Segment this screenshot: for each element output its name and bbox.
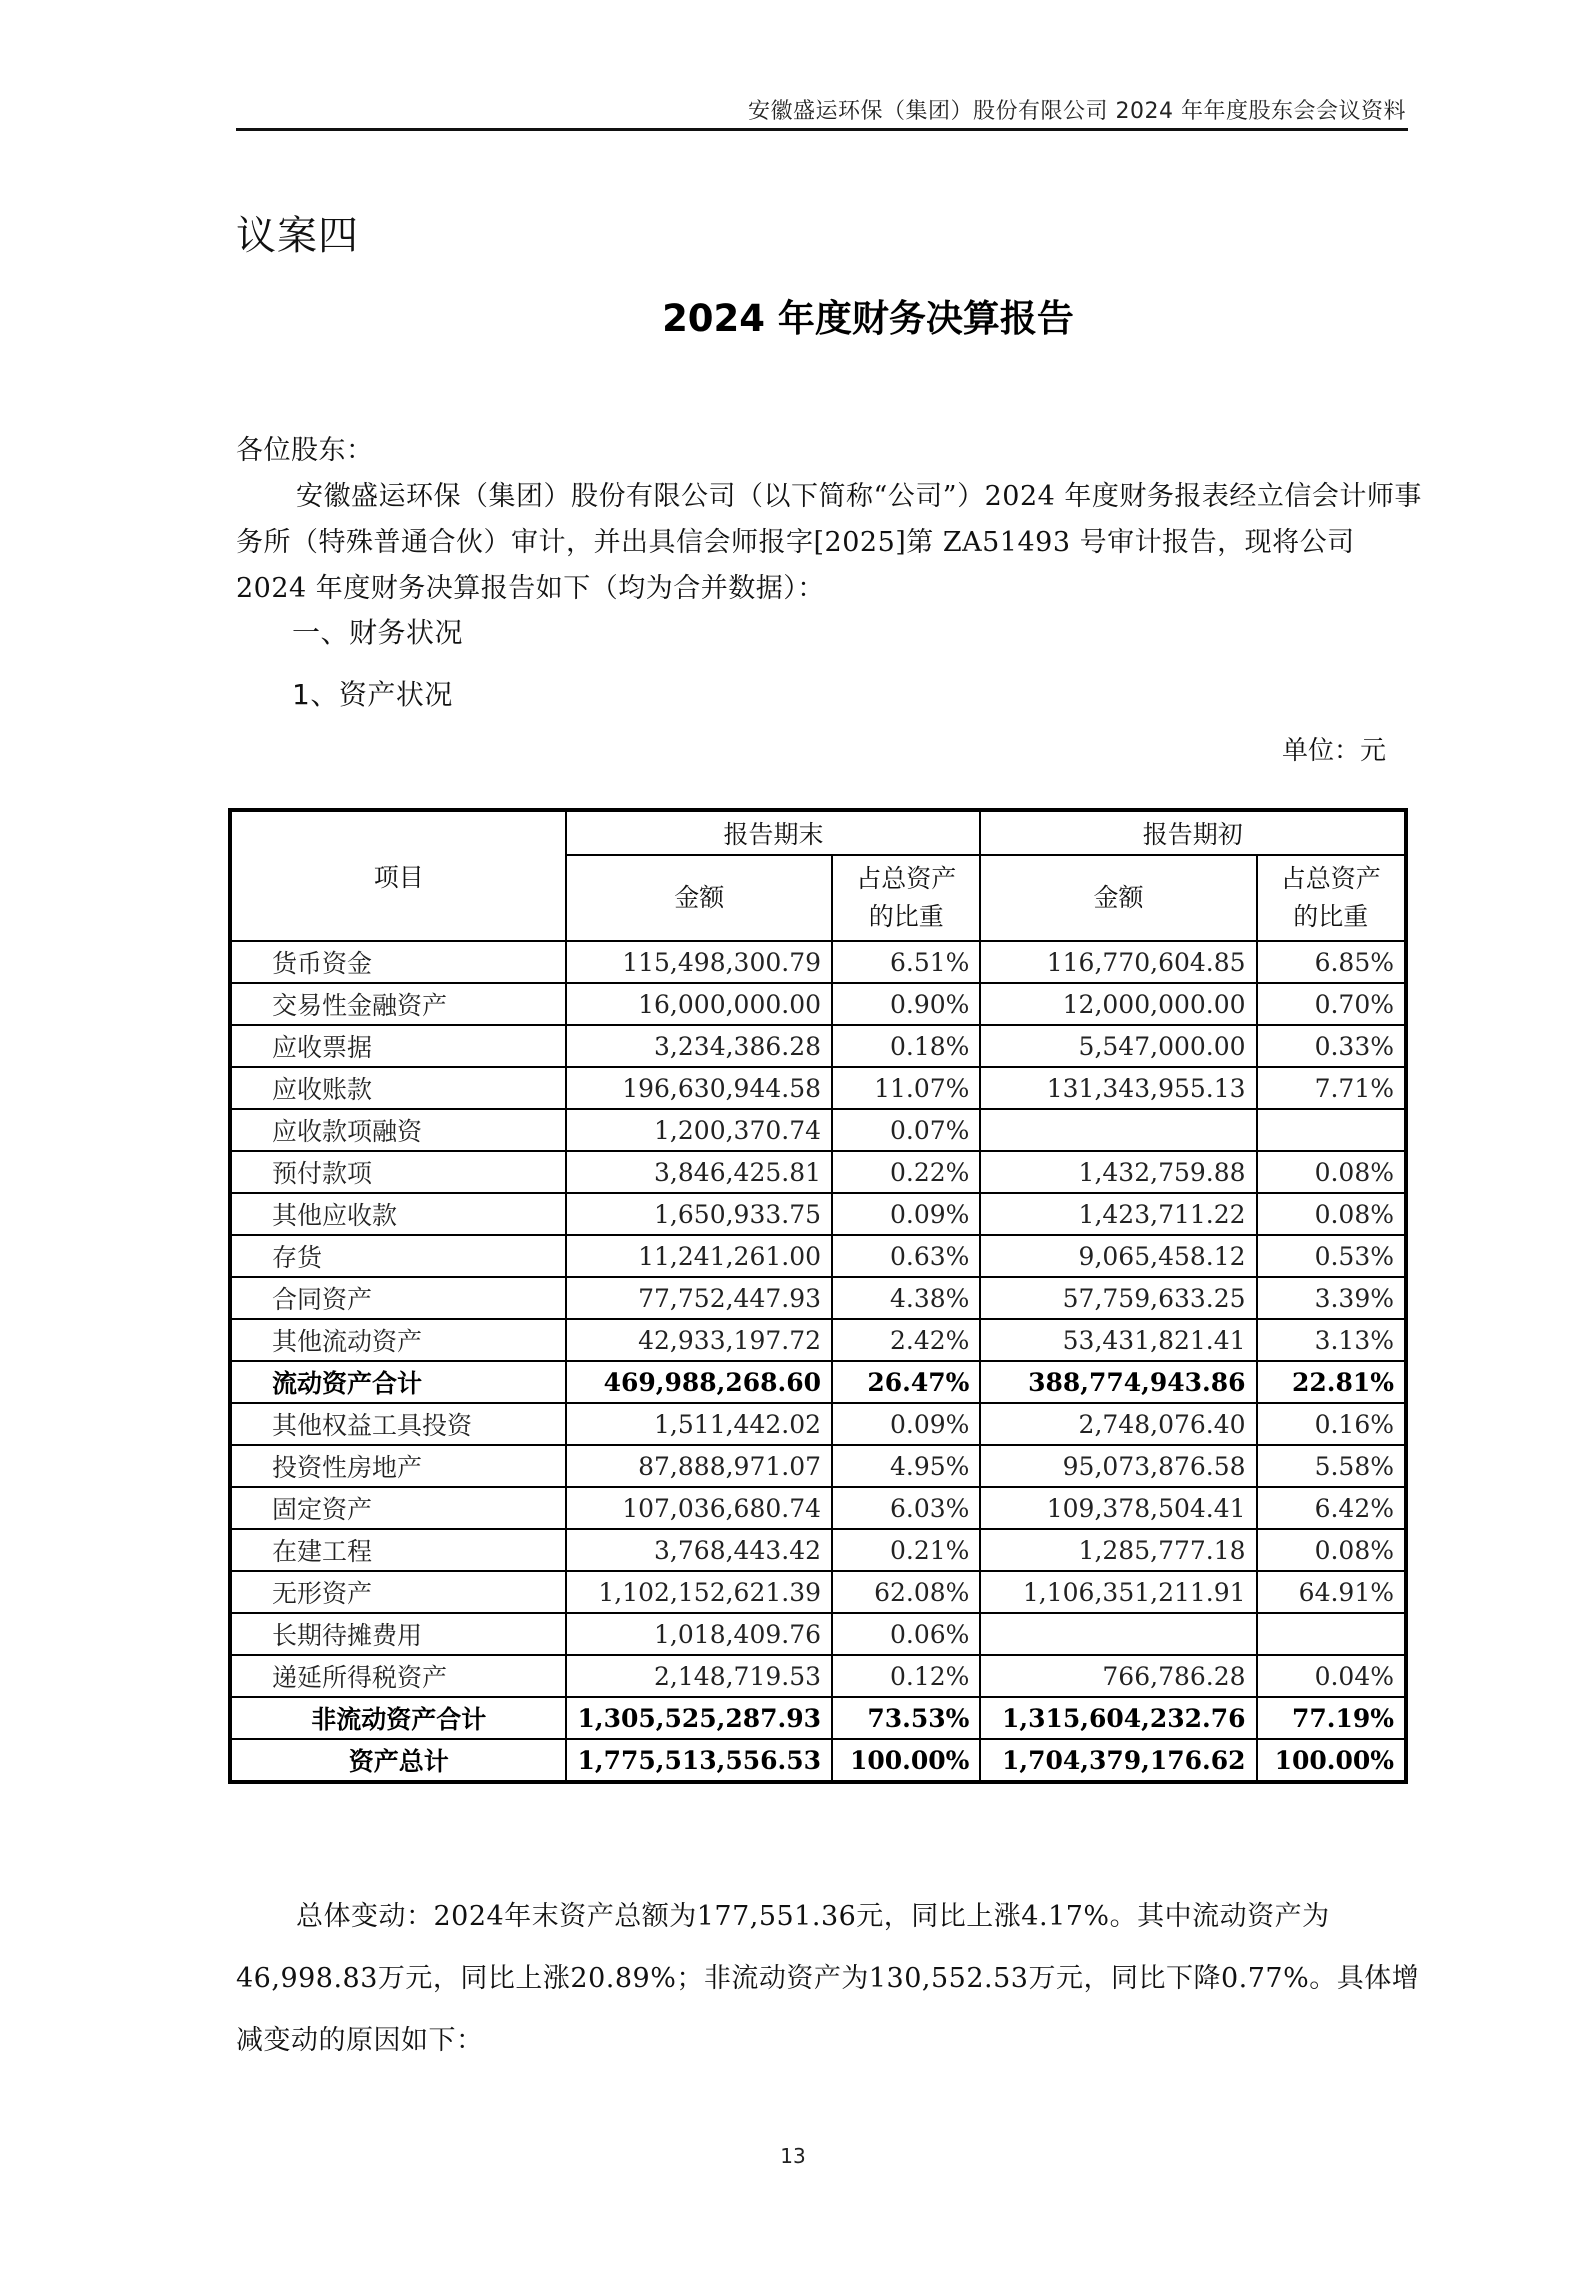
table-row <box>230 1445 1406 1487</box>
table-row <box>230 1571 1406 1613</box>
header-end-ratio-line2: 的比重 <box>868 902 944 931</box>
cell-end-ratio: 4.38% <box>832 1277 980 1319</box>
cell-end-amount: 1,511,442.02 <box>566 1403 832 1445</box>
cell-end-amount: 1,305,525,287.93 <box>566 1697 832 1739</box>
cell-end-ratio: 0.07% <box>832 1109 980 1151</box>
cell-end-amount: 3,234,386.28 <box>566 1025 832 1067</box>
header-begin-ratio-line2: 的比重 <box>1293 902 1369 931</box>
cell-end-amount: 77,752,447.93 <box>566 1277 832 1319</box>
cell-item-name: 非流动资产合计 <box>230 1697 566 1739</box>
cell-end-ratio: 0.18% <box>832 1025 980 1067</box>
table-row <box>230 1151 1406 1193</box>
cell-begin-ratio: 0.16% <box>1257 1403 1406 1445</box>
cell-item-name: 投资性房地产 <box>230 1445 566 1487</box>
header-end-ratio-line1: 占总资产 <box>856 864 957 893</box>
cell-begin-ratio: 0.08% <box>1257 1529 1406 1571</box>
header-begin-ratio <box>1257 855 1406 941</box>
cell-begin-ratio: 5.58% <box>1257 1445 1406 1487</box>
cell-begin-amount: 95,073,876.58 <box>980 1445 1256 1487</box>
cell-end-amount: 16,000,000.00 <box>566 983 832 1025</box>
cell-end-ratio: 0.06% <box>832 1613 980 1655</box>
cell-begin-ratio: 0.08% <box>1257 1151 1406 1193</box>
table-subtotal-row <box>230 1697 1406 1739</box>
header-begin-amount: 金额 <box>980 855 1256 941</box>
cell-item-name: 长期待摊费用 <box>230 1613 566 1655</box>
cell-begin-ratio: 0.04% <box>1257 1655 1406 1697</box>
cell-end-amount: 3,846,425.81 <box>566 1151 832 1193</box>
cell-begin-amount: 1,423,711.22 <box>980 1193 1256 1235</box>
cell-begin-ratio: 77.19% <box>1257 1697 1406 1739</box>
asset-table-body <box>230 941 1406 1782</box>
cell-end-ratio: 0.09% <box>832 1403 980 1445</box>
cell-item-name: 其他应收款 <box>230 1193 566 1235</box>
cell-begin-ratio: 64.91% <box>1257 1571 1406 1613</box>
cell-begin-amount: 388,774,943.86 <box>980 1361 1256 1403</box>
header-rule <box>236 128 1408 131</box>
cell-begin-amount: 5,547,000.00 <box>980 1025 1256 1067</box>
table-row <box>230 1235 1406 1277</box>
motion-label: 议案四 <box>236 213 359 259</box>
cell-end-amount: 1,775,513,556.53 <box>566 1739 832 1782</box>
cell-item-name: 固定资产 <box>230 1487 566 1529</box>
cell-item-name: 递延所得税资产 <box>230 1655 566 1697</box>
table-row <box>230 1655 1406 1697</box>
cell-item-name: 存货 <box>230 1235 566 1277</box>
cell-begin-ratio: 100.00% <box>1257 1739 1406 1782</box>
cell-end-ratio: 6.51% <box>832 941 980 983</box>
cell-begin-amount: 1,432,759.88 <box>980 1151 1256 1193</box>
table-row <box>230 1319 1406 1361</box>
cell-begin-amount: 57,759,633.25 <box>980 1277 1256 1319</box>
cell-end-amount: 469,988,268.60 <box>566 1361 832 1403</box>
cell-end-amount: 42,933,197.72 <box>566 1319 832 1361</box>
cell-end-amount: 1,102,152,621.39 <box>566 1571 832 1613</box>
cell-end-amount: 1,018,409.76 <box>566 1613 832 1655</box>
cell-begin-ratio: 0.70% <box>1257 983 1406 1025</box>
cell-item-name: 流动资产合计 <box>230 1361 566 1403</box>
unit-label: 单位：元 <box>1281 736 1386 766</box>
cell-begin-ratio: 7.71% <box>1257 1067 1406 1109</box>
header-period-end: 报告期末 <box>566 810 980 855</box>
table-row <box>230 983 1406 1025</box>
cell-begin-ratio <box>1257 1109 1406 1151</box>
table-row <box>230 1277 1406 1319</box>
page-number: 13 <box>780 2144 806 2168</box>
running-header: 安徽盛运环保（集团）股份有限公司 2024 年年度股东会会议资料 <box>748 99 1406 124</box>
table-subtotal-row <box>230 1361 1406 1403</box>
cell-end-amount: 87,888,971.07 <box>566 1445 832 1487</box>
cell-end-ratio: 0.90% <box>832 983 980 1025</box>
table-row <box>230 1109 1406 1151</box>
cell-end-ratio: 0.12% <box>832 1655 980 1697</box>
cell-begin-amount: 2,748,076.40 <box>980 1403 1256 1445</box>
cell-end-ratio: 73.53% <box>832 1697 980 1739</box>
table-row <box>230 941 1406 983</box>
table-row <box>230 1025 1406 1067</box>
cell-end-amount: 2,148,719.53 <box>566 1655 832 1697</box>
cell-end-amount: 196,630,944.58 <box>566 1067 832 1109</box>
cell-begin-ratio: 3.13% <box>1257 1319 1406 1361</box>
cell-end-ratio: 0.09% <box>832 1193 980 1235</box>
cell-begin-ratio: 6.42% <box>1257 1487 1406 1529</box>
cell-begin-ratio: 0.33% <box>1257 1025 1406 1067</box>
table-row <box>230 1067 1406 1109</box>
header-period-begin: 报告期初 <box>980 810 1406 855</box>
cell-item-name: 预付款项 <box>230 1151 566 1193</box>
cell-begin-amount: 12,000,000.00 <box>980 983 1256 1025</box>
header-end-amount: 金额 <box>566 855 832 941</box>
cell-end-amount: 1,200,370.74 <box>566 1109 832 1151</box>
cell-item-name: 其他权益工具投资 <box>230 1403 566 1445</box>
cell-end-amount: 107,036,680.74 <box>566 1487 832 1529</box>
cell-item-name: 应收款项融资 <box>230 1109 566 1151</box>
cell-item-name: 应收账款 <box>230 1067 566 1109</box>
header-item: 项目 <box>230 810 566 941</box>
table-row <box>230 1529 1406 1571</box>
cell-begin-amount <box>980 1109 1256 1151</box>
cell-end-ratio: 62.08% <box>832 1571 980 1613</box>
cell-begin-amount: 766,786.28 <box>980 1655 1256 1697</box>
cell-end-ratio: 0.22% <box>832 1151 980 1193</box>
cell-item-name: 应收票据 <box>230 1025 566 1067</box>
cell-end-ratio: 26.47% <box>832 1361 980 1403</box>
cell-item-name: 货币资金 <box>230 941 566 983</box>
section-heading-financial-status: 一、财务状况 <box>292 616 464 649</box>
intro-paragraph: 安徽盛运环保（集团）股份有限公司（以下简称“公司”）2024 年度财务报表经立信会计师事务所（特殊普通合伙）审计，并出具信会师报字[2025]第 ZA51493 号审计报告，现将公司 2024 年度财务决算报告如下（均为合并数据）： <box>236 481 1422 604</box>
cell-begin-amount: 1,315,604,232.76 <box>980 1697 1256 1739</box>
cell-begin-ratio <box>1257 1613 1406 1655</box>
cell-begin-amount: 9,065,458.12 <box>980 1235 1256 1277</box>
subsection-heading-assets: 1、资产状况 <box>292 678 453 711</box>
cell-begin-ratio: 3.39% <box>1257 1277 1406 1319</box>
cell-end-ratio: 2.42% <box>832 1319 980 1361</box>
cell-item-name: 交易性金融资产 <box>230 983 566 1025</box>
cell-begin-amount <box>980 1613 1256 1655</box>
cell-end-ratio: 4.95% <box>832 1445 980 1487</box>
cell-item-name: 资产总计 <box>230 1739 566 1782</box>
cell-end-amount: 3,768,443.42 <box>566 1529 832 1571</box>
cell-begin-ratio: 22.81% <box>1257 1361 1406 1403</box>
cell-item-name: 在建工程 <box>230 1529 566 1571</box>
table-subtotal-row <box>230 1739 1406 1782</box>
salutation: 各位股东： <box>236 435 374 466</box>
cell-item-name: 其他流动资产 <box>230 1319 566 1361</box>
table-row <box>230 1487 1406 1529</box>
cell-item-name: 合同资产 <box>230 1277 566 1319</box>
cell-begin-amount: 116,770,604.85 <box>980 941 1256 983</box>
cell-begin-amount: 1,704,379,176.62 <box>980 1739 1256 1782</box>
cell-begin-amount: 131,343,955.13 <box>980 1067 1256 1109</box>
header-begin-ratio-line1: 占总资产 <box>1280 864 1381 893</box>
cell-end-ratio: 100.00% <box>832 1739 980 1782</box>
cell-end-ratio: 6.03% <box>832 1487 980 1529</box>
table-row <box>230 1403 1406 1445</box>
cell-end-amount: 1,650,933.75 <box>566 1193 832 1235</box>
cell-begin-amount: 1,285,777.18 <box>980 1529 1256 1571</box>
cell-end-amount: 11,241,261.00 <box>566 1235 832 1277</box>
cell-end-ratio: 0.63% <box>832 1235 980 1277</box>
cell-end-amount: 115,498,300.79 <box>566 941 832 983</box>
header-end-ratio <box>832 855 980 941</box>
cell-end-ratio: 0.21% <box>832 1529 980 1571</box>
cell-begin-amount: 109,378,504.41 <box>980 1487 1256 1529</box>
cell-begin-ratio: 6.85% <box>1257 941 1406 983</box>
table-row <box>230 1613 1406 1655</box>
cell-begin-ratio: 0.53% <box>1257 1235 1406 1277</box>
cell-begin-ratio: 0.08% <box>1257 1193 1406 1235</box>
cell-end-ratio: 11.07% <box>832 1067 980 1109</box>
asset-table <box>228 808 1408 1784</box>
table-row <box>230 1193 1406 1235</box>
cell-begin-amount: 1,106,351,211.91 <box>980 1571 1256 1613</box>
report-title: 2024 年度财务决算报告 <box>662 297 1074 340</box>
cell-item-name: 无形资产 <box>230 1571 566 1613</box>
cell-begin-amount: 53,431,821.41 <box>980 1319 1256 1361</box>
summary-paragraph: 总体变动：2024年末资产总额为177,551.36元，同比上涨4.17%。其中流动资产为46,998.83万元，同比上涨20.89%；非流动资产为130,552.53万元，同比下降0.77%。具体增减变动的原因如下： <box>236 1901 1420 2056</box>
